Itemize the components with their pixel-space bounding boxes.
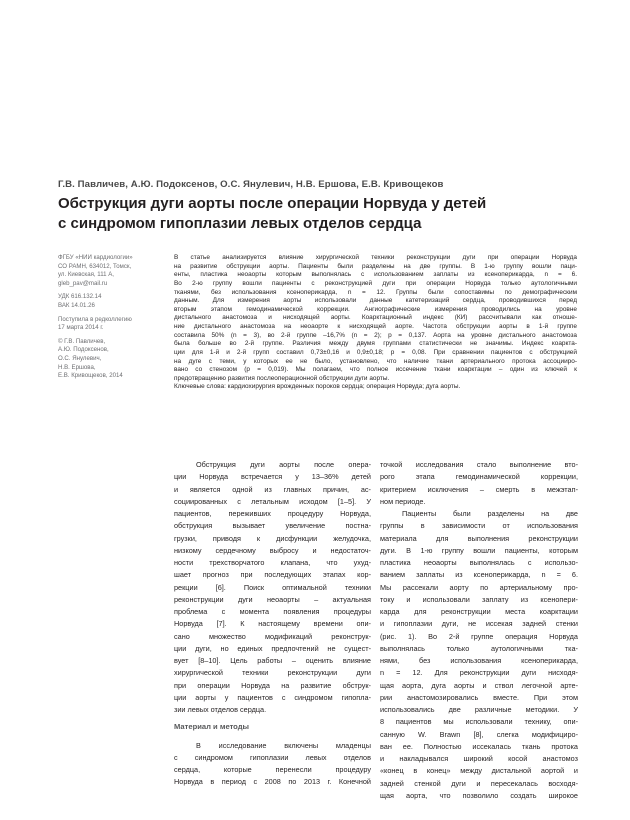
- body-left-column: [174, 459, 371, 789]
- body-line: дуги. В 1-ю группу вошли пациенты, которым: [380, 545, 578, 555]
- body-line: ции аорты у пациентов с синдромом гипопла-: [174, 692, 371, 702]
- body-line: точкой исследования стало выполнение вто-: [380, 460, 578, 469]
- abstract-line: дистального анастомоза и нисходящей аорты. Коарктационный индекс (КИ) рассчитывали как отноше-: [174, 314, 577, 322]
- body-line: задней стенкой дуги и пересекалась восходя-: [380, 778, 578, 788]
- abstract-line: ние дистального анастомоза на неоаорте к нисходящей аорте. Частота обструкции аорты в 1-й группе: [174, 323, 577, 330]
- body-line: Норвуда в период с 2008 по 2013 г. Конечной: [174, 777, 371, 787]
- body-line: реконструкции дуги неоаорты – актуальная: [174, 594, 371, 604]
- body-line: пластика неоаорты выполнялась с использо-: [380, 558, 578, 567]
- body-line: Обструкция дуги аорты после опера-: [196, 460, 371, 469]
- affiliation-line: ФГБУ «НИИ кардиологии»: [58, 254, 133, 261]
- email-link[interactable]: gleb_pav@mail.ru: [58, 279, 108, 287]
- body-line: (рис. 1). Во 2-й группе операция Норвуда: [380, 631, 578, 641]
- body-line: проблема с момента появления процедуры: [174, 607, 371, 616]
- abstract-line: енты, пластика неоаорты которым выполнялась с использованием заплаты из ксеноперикарда, n = 6.: [174, 271, 577, 279]
- authors: Г.В. Павличев, А.Ю. Подоксенов, О.С. Янулевич, Н.В. Ершова, Е.В. Кривощеков: [58, 179, 444, 190]
- body-line: материала для выполнения реконструкции: [380, 533, 578, 543]
- body-line: с синдромом гипоплазии левых отделов: [174, 752, 371, 762]
- copyright-line: А.Ю. Подоксенов,: [58, 346, 109, 354]
- body-line: критерием исключения – смерть в межэтап-: [380, 484, 578, 494]
- title-line: Обструкция дуги аорты после операции Норвуда у детей: [58, 195, 487, 212]
- body-line: рекции [6]. Поиск оптимальной техники: [174, 582, 371, 592]
- affiliation-line: ул. Киевская, 111 А,: [58, 271, 115, 279]
- body-line: щая аорта, что позволило создать широкое: [380, 790, 578, 800]
- body-line: использовались две различные методики. У: [380, 705, 578, 714]
- body-line: зии левых отделов сердца.: [174, 705, 267, 714]
- abstract-line: вано со стенозом (p = 0,019). Мы полагаем, что полное иссечение ткани коарктации – один из ключей к: [174, 366, 577, 374]
- affiliation-line: СО РАМН, 634012, Томск,: [58, 262, 132, 270]
- article-title: [58, 194, 578, 234]
- body-line: ван ее. Полностью иссекалась ткань протока: [380, 741, 578, 751]
- body-line: обструкция вызывает увеличение постна-: [174, 521, 371, 531]
- body-line: санную W. Brawn [8], слегка модифициро-: [380, 729, 578, 739]
- body-line: Норвуда [7]. К настоящему времени опи-: [174, 619, 371, 629]
- abstract-line: на дуге с теми, у которых ее не было, установлено, что наличие ткани артериального протока ассоцииро-: [174, 357, 577, 365]
- body-line: вует [8–10]. Цель работы – оценить влияние: [174, 656, 371, 665]
- body-line: 8 пациентов мы использовали технику, опи-: [380, 717, 578, 727]
- keywords: Ключевые слова: кардиохирургия врожденных пороков сердца; операция Норвуда; дуга аорты.: [174, 383, 461, 391]
- body-line: n = 12. Для реконструкции дуги нисходя-: [380, 668, 578, 678]
- body-line: щая аорта, дуга аорты и ствол легочной арте-: [380, 680, 578, 690]
- body-line: социированных с летальным исходом [1–5]. У: [174, 496, 371, 506]
- body-line: рого этапа гемодинамической коррекции,: [380, 472, 578, 482]
- copyright-line: © Г.В. Павличев,: [58, 337, 106, 345]
- section-heading: Материал и методы: [174, 722, 250, 732]
- abstract-line: на развитие обструкции аорты. Пациенты были разделены на две группы. В 1-ю группу вошли паци-: [174, 262, 577, 270]
- body-line: Мы рассекали аорту по артериальному про-: [380, 582, 578, 592]
- abstract-line: составила 50% (n = 3), во 2-й группе –16,7% (n = 2); p = 0,137. Аорта на уровне дистального анастомоза: [174, 331, 577, 339]
- copyright-line: Е.В. Кривощеков, 2014: [58, 372, 123, 380]
- body-line: ции Норвуда встречается у 13–36% детей: [174, 472, 371, 482]
- body-line: шает прогноз при последующих этапах кор-: [174, 570, 371, 580]
- body-line: рии анастомозировались вместе. При этом: [380, 692, 578, 702]
- abstract-line: была больше во 2-й группе. Различия между двумя группами статистически не значимы. Индекс коаркта-: [174, 340, 577, 348]
- body-line: ности трехстворчатого клапана, что ухуд-: [174, 558, 371, 567]
- body-line: грузки, приводя к дисфункции желудочка,: [174, 533, 371, 543]
- udc-code: УДК 616.132.14: [58, 293, 102, 301]
- body-line: при операции Норвуда на развитие обструк-: [174, 680, 371, 690]
- body-line: ции дуги, но единых предпочтений не сущест-: [174, 643, 371, 653]
- body-line: току и использовали заплату из ксенопери-: [380, 594, 578, 604]
- body-line: сано множество модификаций реконструк-: [174, 631, 371, 641]
- body-line: В исследование включены младенцы: [196, 740, 371, 750]
- abstract-line: вторым этапом гемодинамической коррекции. Ангиографические измерения проводились на уровне: [174, 305, 577, 313]
- copyright-line: О.С. Янулевич,: [58, 354, 102, 362]
- body-line: группы в зависимости от использования: [380, 521, 578, 531]
- body-line: «конец в конец» между дистальной аортой и: [380, 766, 578, 776]
- body-line: ном периоде.: [380, 496, 426, 506]
- body-line: карда для реконструкции места коарктации: [380, 607, 578, 616]
- abstract-line: тканями, без использования ксеноперикарда, n = 12. Группы были сопоставимы по демографическим: [174, 288, 577, 296]
- title-line: с синдромом гипоплазии левых отделов сердца: [58, 215, 422, 232]
- body-line: хирургической техники реконструкции дуги: [174, 668, 371, 678]
- body-line: и накладывался широкий косой анастомоз: [380, 754, 578, 763]
- body-line: сердца, которые перенесли процедуру: [174, 765, 371, 774]
- body-right-column: [380, 459, 578, 802]
- body-line: Пациенты были разделены на две: [402, 509, 578, 518]
- abstract-line: предотвращению развития послеоперационной обструкции дуги аорты.: [174, 374, 390, 382]
- article-meta: [58, 254, 163, 381]
- body-line: выполнялась только аутологичными тка-: [380, 643, 578, 653]
- abstract-line: Во 2-ю группу вошли пациенты с реконструкцией дуги при операции Норвуда только аутологичными: [174, 279, 577, 287]
- body-line: и является одной из главных причин, ас-: [174, 484, 371, 494]
- body-line: низкому сердечному выбросу и недостаточ-: [174, 545, 371, 555]
- received-date: 17 марта 2014 г.: [58, 324, 104, 332]
- abstract-line: В статье анализируется влияние хирургической техники реконструкции дуги при операции Норвуда: [174, 254, 577, 261]
- vak-code: ВАК 14.01.26: [58, 301, 95, 309]
- abstract-line: ции для 1-й и 2-й групп составил 0,73±0,16 и 0,9±0,18; p = 0,08. При сравнении пациентов с обструкцией: [174, 348, 577, 356]
- body-line: и гипоплазии дуги, не иссекая задней стенки: [380, 619, 578, 629]
- abstract-line: данным. Для измерения аорты использовали данные катетеризаций сердца, проводившихся перед: [174, 297, 577, 305]
- body-line: ванием заплаты из ксеноперикарда, n = 6.: [380, 570, 578, 580]
- body-line: нями, без использования ксеноперикарда,: [380, 656, 578, 665]
- body-line: пациентов, переживших процедуру Норвуда,: [174, 509, 371, 518]
- received-label: Поступила в редколлегию: [58, 315, 132, 323]
- abstract: [174, 254, 577, 392]
- copyright-line: Н.В. Ершова,: [58, 363, 96, 371]
